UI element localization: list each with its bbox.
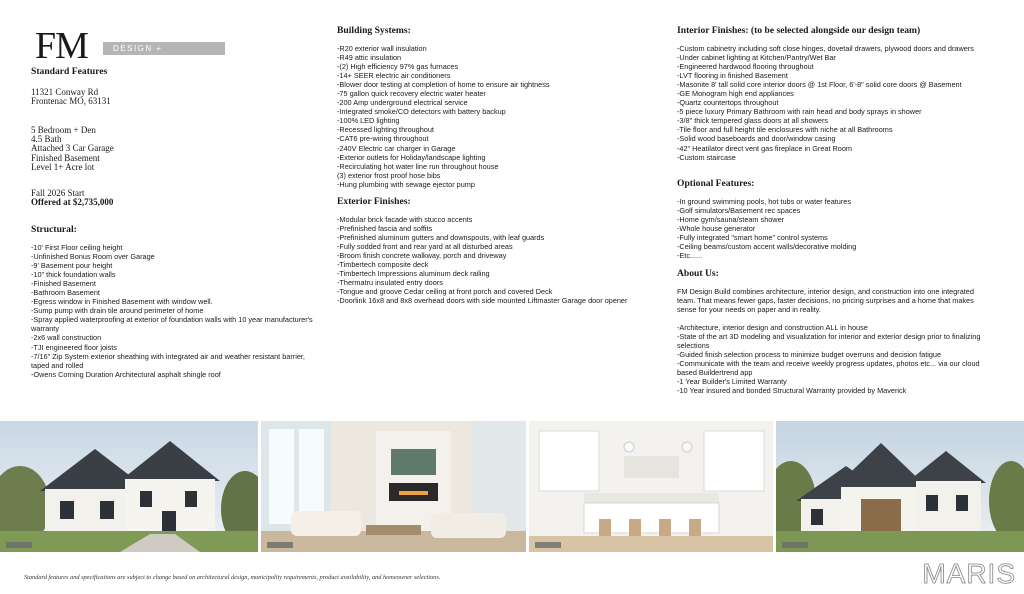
list-item: -Communicate with the team and receive weekly progress updates, photos etc... via our cloud based Buildertrend app	[677, 359, 980, 378]
list-item: -Timbertech Impressions aluminum deck railing	[337, 269, 490, 279]
list-item: -Prefinished aluminum gutters and downspouts, with leaf guards	[337, 233, 545, 243]
list-item: -Guided finish selection process to minimize budget overruns and decision fatigue	[677, 350, 942, 360]
disclaimer: Standard features and specifications are subject to change based on architectural design, municipality requirements, product availability, and homeowner selections.	[24, 574, 441, 581]
spec-line: Attached 3 Car Garage	[31, 143, 114, 154]
about-intro: FM Design Build combines architecture, interior design, and construction into one integrated team. That means fewer gaps, faster decisions, no pricing surprises and a home that makes sense for your needs on paper and in reality.	[677, 287, 974, 315]
about-section	[677, 268, 989, 396]
list-item: -7/16" Zip System exterior sheathing with integrated air and weather resistant barrier, taped and rolled	[31, 351, 305, 370]
list-item: -200 Amp underground electrical service	[337, 98, 468, 108]
specs-block	[31, 126, 231, 172]
list-item: -Modular brick facade with stucco accents	[337, 215, 473, 224]
interior-section	[677, 25, 992, 162]
address-line: 11321 Conway Rd	[31, 87, 99, 97]
list-item: -Tongue and groove Cedar ceiling at front porch and covered Deck	[337, 287, 553, 297]
list-item: -Quartz countertops throughout	[677, 98, 779, 108]
structural-list	[31, 243, 316, 379]
maris-watermark: MARIS	[922, 558, 1016, 589]
list-item: -Integrated smoke/CO detectors with battery backup	[337, 107, 506, 117]
list-item: -3/8" thick tempered glass doors at all showers	[677, 116, 829, 126]
list-item: -Thermatru insulated entry doors	[337, 278, 443, 288]
optional-heading: Optional Features:	[677, 178, 755, 189]
kitchen-photo	[529, 421, 773, 552]
photo-caption-tag	[6, 542, 32, 548]
list-item: -Hung plumbing with sewage ejector pump	[337, 179, 475, 189]
optional-list	[677, 197, 992, 260]
building-systems-list	[337, 44, 652, 189]
list-item: -Recirculating hot water line run throughout house	[337, 161, 499, 171]
optional-section	[677, 178, 992, 260]
list-item: -75 gallon quick recovery electric water heater	[337, 89, 486, 99]
list-item: -Broom finish concrete walkway, porch and driveway	[337, 251, 507, 261]
list-item: -1 Year Builder's Limited Warranty	[677, 377, 787, 387]
photo-strip	[0, 421, 1024, 552]
list-item: -Spray applied waterproofing at exterior of foundation walls with 10 year manufacturer's warranty	[31, 315, 313, 334]
list-item: -Custom staircase	[677, 152, 736, 162]
logo-initials: FM	[35, 25, 88, 67]
spec-line: 4.5 Bath	[31, 134, 62, 145]
about-list	[677, 323, 989, 395]
front-elevation-photo	[0, 421, 258, 552]
list-item: (3) exterior frost proof hose bibs	[337, 170, 441, 180]
list-item: -Exterior outlets for Holiday/landscape lighting	[337, 152, 486, 162]
about-heading: About Us:	[677, 268, 719, 279]
offer-price: Offered at $2,735,000	[31, 197, 114, 208]
great-room-photo	[261, 421, 526, 552]
list-item: -Egress window in Finished Basement with window well.	[31, 297, 213, 307]
list-item: -Whole house generator	[677, 224, 756, 234]
address-block	[31, 88, 231, 106]
photo-caption-tag	[535, 542, 561, 548]
list-item: -10 Year insured and bonded Structural Warranty provided by Maverick	[677, 386, 907, 396]
exterior-list	[337, 215, 642, 305]
interior-heading: Interior Finishes: (to be selected alongside our design team)	[677, 25, 921, 36]
list-item: -Recessed lighting throughout	[337, 125, 434, 135]
list-item: -Home gym/sauna/steam shower	[677, 215, 785, 225]
list-item: -Engineered hardwood flooring throughout	[677, 62, 814, 72]
list-item: -Timbertech composite deck	[337, 260, 429, 270]
photo-caption-tag	[267, 542, 293, 548]
list-item: -(2) High efficiency 97% gas furnaces	[337, 62, 459, 72]
list-item: -Finished Basement	[31, 279, 96, 289]
list-item: -R49 attic insulation	[337, 53, 402, 63]
standard-features-heading: Standard Features	[31, 66, 108, 77]
list-item: -Prefinished fascia and soffits	[337, 224, 433, 234]
spec-line: Level 1+ Acre lot	[31, 161, 95, 172]
list-item: -10" thick foundation walls	[31, 270, 116, 280]
list-item: -Unfinished Bonus Room over Garage	[31, 252, 155, 262]
list-item: -9' Basement pour height	[31, 261, 113, 271]
list-item: -2x6 wall construction	[31, 333, 102, 343]
spec-line: Finished Basement	[31, 152, 100, 163]
list-item: -10' First Floor ceiling height	[31, 243, 123, 252]
list-item: -Bathroom Basement	[31, 288, 100, 298]
list-item: -In ground swimming pools, hot tubs or water features	[677, 197, 851, 206]
address-line: Frontenac MO, 63131	[31, 96, 111, 107]
list-item: -Masonite 8' tall solid core interior doors @ 1st Floor, 6'-8" solid core doors @ Basement	[677, 80, 962, 90]
photo-caption-tag	[782, 542, 808, 548]
list-item: -42" Heatilator direct vent gas fireplace in Great Room	[677, 143, 852, 153]
list-item: -Blower door testing at completion of home to ensure air tightness	[337, 80, 550, 90]
offer-block	[31, 189, 231, 207]
list-item: -R20 exterior wall insulation	[337, 44, 427, 53]
list-item: -Owens Corning Duration Architectural asphalt shingle roof	[31, 369, 221, 379]
structural-heading: Structural:	[31, 224, 77, 235]
list-item: -LVT flooring in finished Basement	[677, 71, 788, 81]
list-item: -240V Electric car charger in Garage	[337, 143, 456, 153]
list-item: -Doorlink 16x8 and 8x8 overhead doors with side mounted Liftmaster Garage door opener	[337, 296, 628, 306]
building-systems-section	[337, 25, 652, 189]
structural-section	[31, 224, 316, 379]
list-item: -TJI engineered floor joists	[31, 342, 117, 352]
list-item: -100% LED lighting	[337, 116, 400, 126]
list-item: -GE Monogram high end appliances	[677, 89, 794, 99]
list-item: -Sump pump with drain tile around perimeter of home	[31, 306, 204, 316]
list-item: -State of the art 3D modeling and visualization for interior and exterior design prior to finalizing selections	[677, 332, 981, 351]
list-item: -Solid wood baseboards and door/window casing	[677, 134, 836, 144]
list-item: -Architecture, interior design and construction ALL in house	[677, 323, 868, 333]
building-systems-heading: Building Systems:	[337, 25, 411, 36]
exterior-section	[337, 196, 642, 305]
list-item: -Etc......	[677, 251, 703, 261]
logo-tagline: DESIGN + BUILD	[113, 44, 163, 64]
list-item: -Under cabinet lighting at Kitchen/Pantry/Wet Bar	[677, 53, 836, 63]
list-item: -CAT6 pre-wiring throughout	[337, 134, 429, 144]
fm-logo	[35, 25, 195, 67]
list-item: -Custom cabinetry including soft close hinges, dovetail drawers, plywood doors and drawers	[677, 44, 974, 53]
list-item: -Golf simulators/Basement rec spaces	[677, 206, 801, 216]
list-item: -Fully sodded front and rear yard at all disturbed areas	[337, 242, 513, 252]
interior-list	[677, 44, 992, 162]
exterior-heading: Exterior Finishes:	[337, 196, 411, 207]
list-item: -Ceiling beams/custom accent walls/decorative molding	[677, 242, 857, 252]
list-item: -Fully integrated "smart home" control systems	[677, 233, 828, 243]
list-item: -14+ SEER electric air conditioners	[337, 71, 451, 81]
list-item: -5 piece luxury Primary Bathroom with rain head and body sprays in shower	[677, 107, 922, 117]
list-item: -Tile floor and full height tile enclosures with niche at all Bathrooms	[677, 125, 893, 135]
rear-elevation-photo	[776, 421, 1024, 552]
spec-line: 5 Bedroom + Den	[31, 125, 96, 135]
start-date: Fall 2026 Start	[31, 188, 85, 198]
